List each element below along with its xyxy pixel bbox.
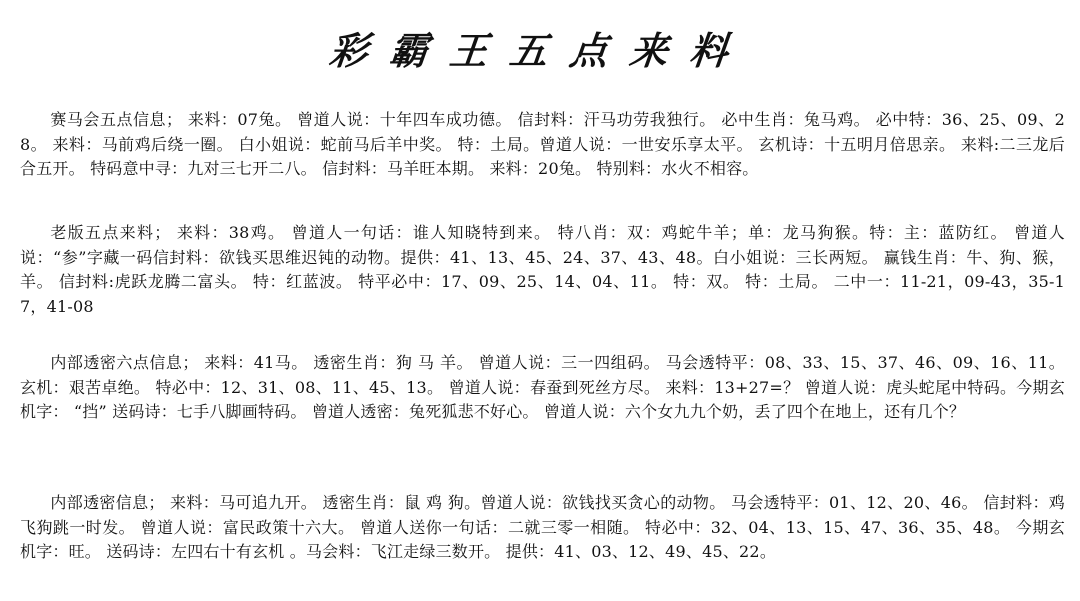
info-paragraph-3: 内部透密六点信息； 来料：41马。 透密生肖：狗 马 羊。 曾道人说：三一四组码。 马会透特平：08、33、15、37、46、09、16、11。 玄机：艰苦卓绝。 特必中：12、31、08、11、45、13。 曾道人说：春蚕到死丝方尽。 来料：13+27=？ 曾道人说：虎头蛇尾中特码。今期玄机字： “挡” 送码诗：七手八脚画特码。 曾道人透密：兔死狐悲不好心。 曾道人说：六个女九九个奶，丢了四个在地上，还有几个？ <box>20 353 1065 421</box>
page-title: 彩霸王五点来料 <box>327 28 753 73</box>
info-paragraph-4: 内部透密信息； 来料：马可追九开。 透密生肖：鼠 鸡 狗。曾道人说：欲钱找买贪心的动物。 马会透特平：01、12、20、46。 信封料：鸡飞狗跳一时发。 曾道人说：富民政策十六大。 曾道人送你一句话：二就三零一相随。 特必中：32、04、13、15、47、36、35、48。 今期玄机字：旺。 送码诗：左四右十有玄机 。马会料：飞江走绿三数开。 提供：41、03、12、49、45、22。 <box>20 493 1065 561</box>
info-paragraph-1: 赛马会五点信息； 来料：07兔。 曾道人说：十年四车成功德。 信封料：汗马功劳我独行。 必中生肖：兔马鸡。 必中特：36、25、09、28。 来料：马前鸡后绕一圈。 白小姐说：蛇前马后羊中奖。 特：土局。曾道人说：一世安乐享太平。 玄机诗：十五明月倍思亲。 来料:二三龙后合五开。 特码意中寻：九对三七开二八。 信封料：马羊旺本期。 来料：20兔。 特别料：水火不相容。 <box>20 110 1065 178</box>
info-paragraph-2: 老版五点来料； 来料：38鸡。 曾道人一句话：谁人知晓特到来。 特八肖：双：鸡蛇牛羊；单：龙马狗猴。特：主：蓝防红。 曾道人说：“参”字藏一码信封料：欲钱买思维迟钝的动物。提供：41、13、45、24、37、43、48。白小姐说：三长两短。 赢钱生肖：牛、狗、猴，羊。 信封料:虎跃龙腾二富头。 特：红蓝波。 特平必中：17、09、25、14、04、11。 特：双。 特：土局。 二中一：11-21，09-43，35-17，41-08 <box>20 223 1065 316</box>
